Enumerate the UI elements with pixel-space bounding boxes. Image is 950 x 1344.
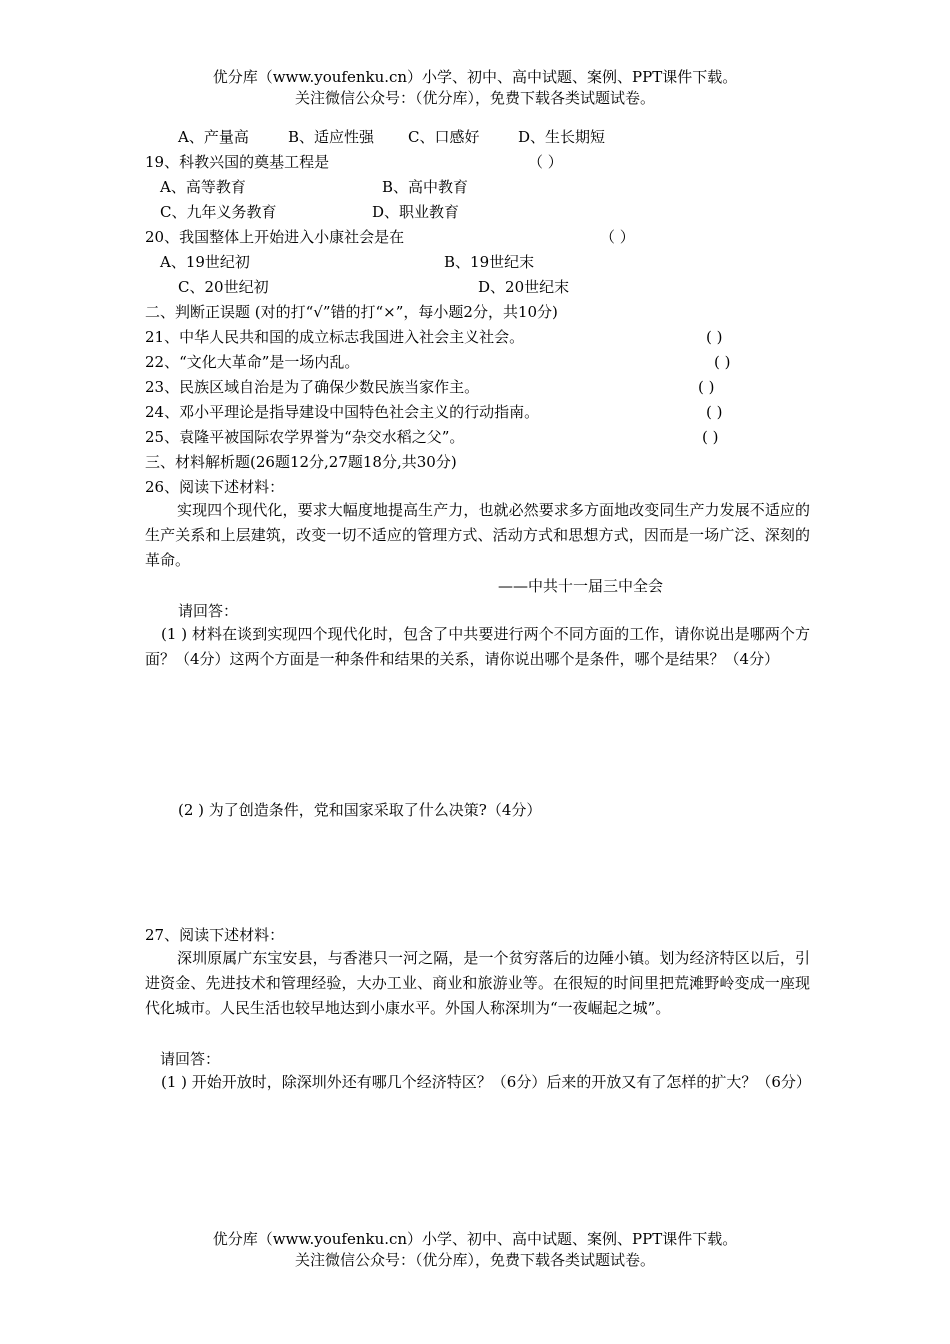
header-line-2: 关注微信公众号：（优分库），免费下载各类试题试卷。 <box>294 89 655 107</box>
q19-stem: 19、科教兴国的奠基工程是 <box>145 153 330 171</box>
q19-option-d: D、职业教育 <box>372 203 460 221</box>
q25-answer-bracket: ( ) <box>702 428 719 446</box>
q23-answer-bracket: ( ) <box>698 378 715 396</box>
section-2-title: 二、判断正误题 (对的打“√”错的打“×”，每小题2分，共10分) <box>145 303 558 321</box>
q26-subquestion-1: (1 ) 材料在谈到实现四个现代化时，包含了中共要进行两个不同方面的工作，请你说出是哪两个方面？（4分）这两个方面是一种条件和结果的关系，请你说出哪个是条件，哪个是结果？（4分） <box>145 625 810 668</box>
q20-option-d: D、20世纪末 <box>478 278 570 296</box>
q27-prompt: 请回答： <box>160 1050 221 1068</box>
q22-answer-bracket: ( ) <box>714 353 731 371</box>
header-line-1: 优分库（www.youfenku.cn）小学、初中、高中试题、案例、PPT课件下载。 <box>212 68 738 86</box>
q27-intro: 27、阅读下述材料： <box>145 926 285 944</box>
q27-material: 深圳原属广东宝安县，与香港只一河之隔，是一个贫穷落后的边陲小镇。划为经济特区以后，引进资金、先进技术和管理经验，大办工业、商业和旅游业等。在很短的时间里把荒滩野岭变成一座现代化城市。人民生活也较早地达到小康水平。外国人称深圳为“一夜崛起之城”。 <box>145 949 810 1017</box>
q24-text: 24、邓小平理论是指导建设中国特色社会主义的行动指南。 <box>145 403 540 421</box>
q19-option-b: B、高中教育 <box>382 178 469 196</box>
q18-option-c: C、口感好 <box>408 128 480 146</box>
q20-option-a: A、19世纪初 <box>160 253 250 271</box>
q26-intro: 26、阅读下述材料： <box>145 478 285 496</box>
q20-option-b: B、19世纪末 <box>444 253 535 271</box>
q18-option-d: D、生长期短 <box>518 128 606 146</box>
q25-text: 25、袁隆平被国际农学界誉为“杂交水稻之父”。 <box>145 428 465 446</box>
q19-answer-bracket: （ ） <box>528 153 563 171</box>
q27-subquestion-1: (1 ) 开始开放时，除深圳外还有哪几个经济特区？（6分）后来的开放又有了怎样的扩大？（6分） <box>161 1073 811 1091</box>
q18-option-b: B、适应性强 <box>288 128 375 146</box>
q26-prompt: 请回答： <box>178 602 239 620</box>
footer-line-1: 优分库（www.youfenku.cn）小学、初中、高中试题、案例、PPT课件下载。 <box>212 1230 738 1248</box>
footer-line-2: 关注微信公众号：（优分库），免费下载各类试题试卷。 <box>294 1251 655 1269</box>
q26-subquestion-2: (2 ) 为了创造条件，党和国家采取了什么决策?（4分） <box>178 801 542 819</box>
q26-source: ——中共十一届三中全会 <box>498 577 664 595</box>
q21-text: 21、中华人民共和国的成立标志我国进入社会主义社会。 <box>145 328 525 346</box>
q18-option-a: A、产量高 <box>178 128 249 146</box>
q22-text: 22、“文化大革命”是一场内乱。 <box>145 353 360 371</box>
section-3-title: 三、材料解析题(26题12分,27题18分,共30分) <box>145 453 457 471</box>
q23-text: 23、民族区域自治是为了确保少数民族当家作主。 <box>145 378 480 396</box>
q20-option-c: C、20世纪初 <box>178 278 269 296</box>
q19-option-c: C、九年义务教育 <box>160 203 277 221</box>
q19-option-a: A、高等教育 <box>160 178 246 196</box>
q24-answer-bracket: ( ) <box>706 403 723 421</box>
q20-stem: 20、我国整体上开始进入小康社会是在 <box>145 228 405 246</box>
q26-material: 实现四个现代化，要求大幅度地提高生产力，也就必然要求多方面地改变同生产力发展不适应的生产关系和上层建筑，改变一切不适应的管理方式、活动方式和思想方式，因而是一场广泛、深刻的革命。 <box>145 501 810 569</box>
q20-answer-bracket: （ ） <box>600 228 635 246</box>
q21-answer-bracket: ( ) <box>706 328 723 346</box>
